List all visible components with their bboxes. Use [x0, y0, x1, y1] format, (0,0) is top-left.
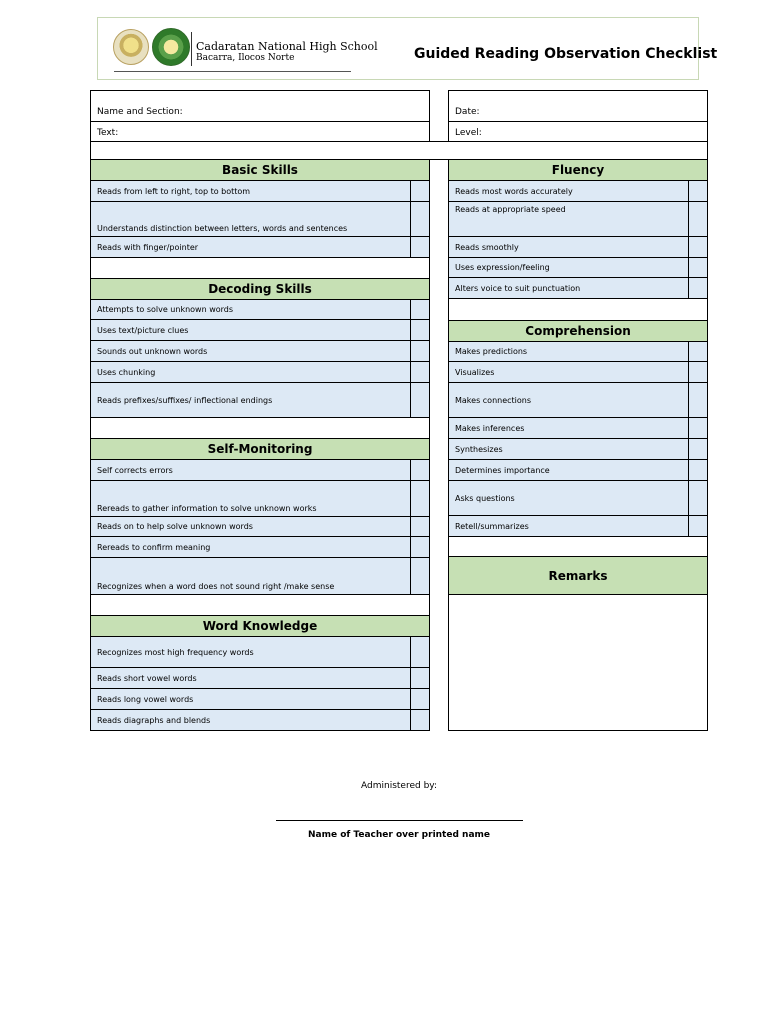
checkbox[interactable] [410, 299, 430, 320]
fluency-item: Uses expression/feeling [448, 257, 689, 278]
column-gap [429, 159, 449, 731]
checkbox[interactable] [410, 361, 430, 383]
word-knowledge-item: Recognizes most high frequency words [90, 636, 411, 668]
header-underline [114, 71, 351, 72]
checkbox[interactable] [410, 480, 430, 517]
comprehension-item: Retell/summarizes [448, 515, 689, 537]
remarks-header: Remarks [448, 556, 708, 595]
comprehension-item: Synthesizes [448, 438, 689, 460]
date-field[interactable] [448, 90, 708, 122]
checkbox[interactable] [410, 201, 430, 237]
remarks-box[interactable] [448, 594, 708, 731]
checkbox[interactable] [410, 709, 430, 731]
spacer-row [90, 141, 708, 160]
self-monitoring-item: Rereads to confirm meaning [90, 536, 411, 558]
comprehension-item: Asks questions [448, 480, 689, 516]
date-label: Date: [455, 107, 480, 117]
administered-by-label: Administered by: [361, 781, 437, 791]
fluency-header: Fluency [448, 159, 708, 181]
checkbox[interactable] [688, 361, 708, 383]
basic-skills-header: Basic Skills [90, 159, 430, 181]
checkbox[interactable] [688, 201, 708, 237]
word-knowledge-item: Reads long vowel words [90, 688, 411, 710]
header-divider [191, 32, 192, 66]
word-knowledge-item: Reads short vowel words [90, 667, 411, 689]
comprehension-item: Makes connections [448, 382, 689, 418]
decoding-skills-item: Reads prefixes/suffixes/ inflectional endings [90, 382, 411, 418]
basic-skills-item: Reads with finger/pointer [90, 236, 411, 258]
school-seal-logo [113, 29, 149, 65]
checkbox[interactable] [410, 340, 430, 362]
checkbox[interactable] [410, 667, 430, 689]
fluency-item: Reads at appropriate speed [448, 201, 689, 237]
word-knowledge-header: Word Knowledge [90, 615, 430, 637]
decoding-skills-item: Uses chunking [90, 361, 411, 383]
level-field[interactable] [448, 121, 708, 142]
comprehension-item: Visualizes [448, 361, 689, 383]
checkbox[interactable] [410, 636, 430, 668]
decoding-skills-item: Sounds out unknown words [90, 340, 411, 362]
decoding-skills-item: Attempts to solve unknown words [90, 299, 411, 320]
self-monitoring-item: Self corrects errors [90, 459, 411, 481]
self-monitoring-header: Self-Monitoring [90, 438, 430, 460]
checkbox[interactable] [410, 536, 430, 558]
checkbox[interactable] [410, 236, 430, 258]
basic-skills-item: Reads from left to right, top to bottom [90, 180, 411, 202]
teacher-name-caption: Name of Teacher over printed name [307, 830, 491, 840]
school-name: Cadaratan National High School [196, 40, 378, 53]
checkbox[interactable] [688, 480, 708, 516]
checkbox[interactable] [410, 180, 430, 202]
spacer-row [448, 536, 708, 557]
comprehension-header: Comprehension [448, 320, 708, 342]
checkbox[interactable] [688, 180, 708, 202]
word-knowledge-item: Reads diagraphs and blends [90, 709, 411, 731]
basic-skills-item: Understands distinction between letters, words and sentences [90, 201, 411, 237]
checkbox[interactable] [688, 257, 708, 278]
name-section-label: Name and Section: [97, 107, 183, 117]
checkbox[interactable] [410, 459, 430, 481]
self-monitoring-item: Reads on to help solve unknown words [90, 516, 411, 537]
name-section-field[interactable] [90, 90, 430, 122]
checkbox[interactable] [410, 688, 430, 710]
checkbox[interactable] [410, 557, 430, 595]
checkbox[interactable] [688, 236, 708, 258]
checkbox[interactable] [410, 516, 430, 537]
decoding-skills-item: Uses text/picture clues [90, 319, 411, 341]
spacer-row [90, 257, 430, 279]
spacer-row [90, 417, 430, 439]
spacer-row [448, 298, 708, 321]
checkbox[interactable] [688, 417, 708, 439]
fluency-item: Alters voice to suit punctuation [448, 277, 689, 299]
checkbox[interactable] [688, 341, 708, 362]
document-title: Guided Reading Observation Checklist [414, 46, 718, 62]
self-monitoring-item: Recognizes when a word does not sound right /make sense [90, 557, 411, 595]
fluency-item: Reads smoothly [448, 236, 689, 258]
checkbox[interactable] [688, 515, 708, 537]
text-field[interactable] [90, 121, 430, 142]
checkbox[interactable] [688, 277, 708, 299]
checkbox[interactable] [688, 459, 708, 481]
comprehension-item: Determines importance [448, 459, 689, 481]
comprehension-item: Makes inferences [448, 417, 689, 439]
checkbox[interactable] [410, 319, 430, 341]
comprehension-item: Makes predictions [448, 341, 689, 362]
deped-seal-logo [152, 28, 190, 66]
checkbox[interactable] [688, 382, 708, 418]
checkbox[interactable] [410, 382, 430, 418]
signature-line[interactable] [276, 820, 523, 821]
decoding-skills-header: Decoding Skills [90, 278, 430, 300]
level-label: Level: [455, 128, 482, 138]
spacer-row [90, 594, 430, 616]
text-label: Text: [97, 128, 119, 138]
checkbox[interactable] [688, 438, 708, 460]
self-monitoring-item: Rereads to gather information to solve unknown works [90, 480, 411, 517]
fluency-item: Reads most words accurately [448, 180, 689, 202]
school-address: Bacarra, Ilocos Norte [196, 53, 295, 63]
